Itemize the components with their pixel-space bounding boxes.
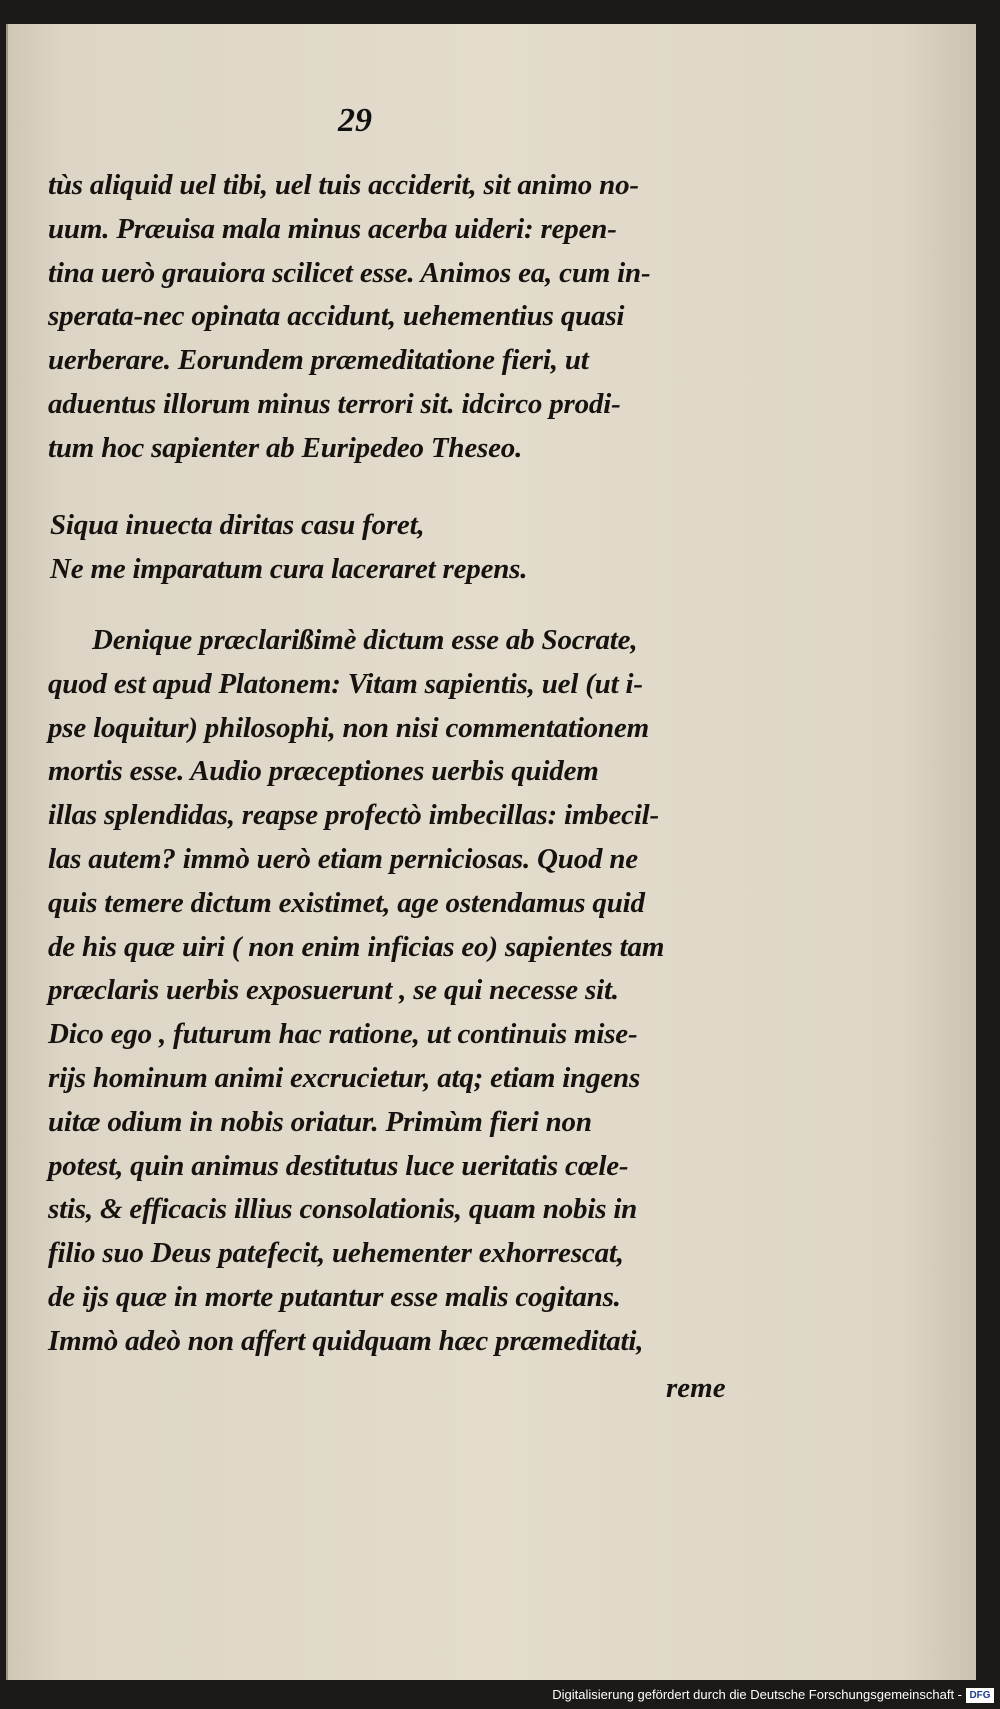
text-line: rijs hominum animi excrucietur, atq; etiam ingens — [48, 1061, 641, 1094]
paragraph-1 — [48, 164, 748, 471]
text-line: potest, quin animus destitutus luce ueritatis cœle- — [48, 1149, 629, 1182]
text-line: aduentus illorum minus terrori sit. idcirco prodi- — [48, 387, 621, 420]
text-line: uerberare. Eorundem præmeditatione fieri, ut — [48, 344, 589, 377]
text-line: de his quæ uiri ( non enim inficias eo) sapientes tam — [48, 930, 665, 963]
text-line: Dico ego , futurum hac ratione, ut continuis mise- — [48, 1018, 638, 1051]
text-line: quod est apud Platonem: Vitam sapientis, uel (ut i- — [48, 667, 643, 700]
verse-line: Ne me imparatum cura laceraret repens. — [50, 552, 528, 585]
verse-line: Siqua inuecta diritas casu foret, — [50, 509, 425, 541]
text-line: tina uerò grauiora scilicet esse. Animos ea, cum in- — [48, 256, 651, 289]
footer-bar — [0, 1684, 1000, 1709]
text-line: tùs aliquid uel tibi, uel tuis acciderit, sit animo no- — [48, 169, 639, 201]
funding-credit: Digitalisierung gefördert durch die Deutsche Forschungsgemeinschaft - — [552, 1687, 962, 1702]
page-number: 29 — [338, 102, 372, 139]
text-line: quis temere dictum existimet, age ostendamus quid — [48, 886, 645, 919]
paragraph-2 — [48, 619, 748, 1364]
verse-quotation — [50, 504, 750, 592]
text-line: præclaris uerbis exposuerunt , se qui necesse sit. — [48, 974, 619, 1007]
text-line: tum hoc sapienter ab Euripedeo Theseo. — [48, 431, 523, 464]
text-line: de ijs quæ in morte putantur esse malis cogitans. — [48, 1280, 621, 1313]
text-line: filio suo Deus patefecit, uehementer exhorrescat, — [48, 1237, 624, 1270]
text-line: illas splendidas, reapse profectò imbecillas: imbecil- — [48, 799, 660, 832]
dfg-logo-icon: DFG — [966, 1688, 994, 1703]
text-line: Immò adeò non affert quidquam hæc præmeditati, — [48, 1324, 644, 1357]
text-line: Denique præclarißimè dictum esse ab Socrate, — [92, 624, 638, 656]
text-line: sperata-nec opinata accidunt, uehementius quasi — [48, 300, 625, 333]
text-line: las autem? immò uerò etiam perniciosas. Quod ne — [48, 842, 638, 875]
text-line: pse loquitur) philosophi, non nisi commentationem — [48, 711, 649, 744]
book-page — [6, 24, 976, 1680]
text-line: mortis esse. Audio præceptiones uerbis quidem — [48, 755, 599, 788]
text-line: uum. Præuisa mala minus acerba uideri: repen- — [48, 212, 617, 245]
text-line: stis, & efficacis illius consolationis, quam nobis in — [48, 1193, 638, 1226]
text-line: uitæ odium in nobis oriatur. Primùm fieri non — [48, 1105, 592, 1138]
catchword: reme — [666, 1372, 726, 1404]
